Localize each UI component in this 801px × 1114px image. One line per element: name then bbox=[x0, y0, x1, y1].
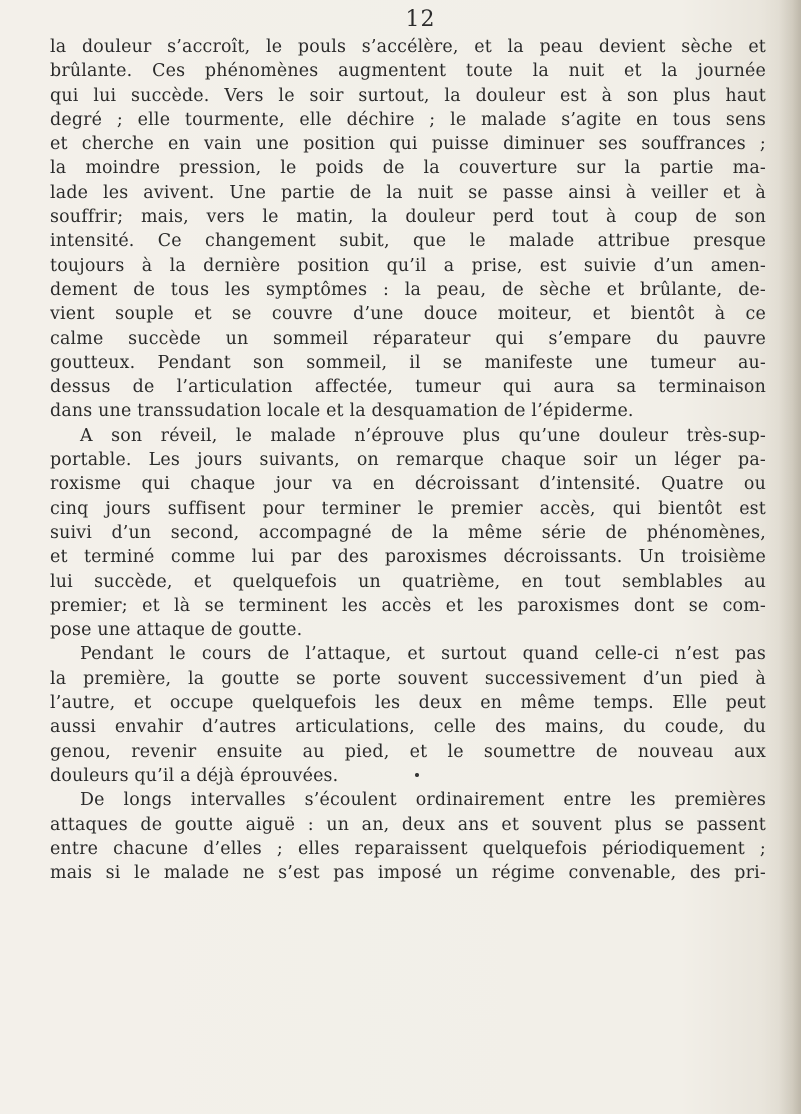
text-line: Pendant le cours de l’attaque, et surtout quand celle-ci n’est pas bbox=[80, 644, 766, 665]
text-line: dement de tous les symptômes : la peau, de sèche et brûlante, de- bbox=[50, 279, 766, 300]
text-line: degré ; elle tourmente, elle déchire ; le malade s’agite en tous sens bbox=[50, 109, 766, 130]
text-line: la douleur s’accroît, le pouls s’accélère, et la peau devient sèche et bbox=[50, 37, 766, 57]
text-line: dessus de l’articulation affectée, tumeur qui aura sa terminaison bbox=[50, 377, 766, 398]
text-line: premier; et là se terminent les accès et les paroxismes dont se com- bbox=[50, 595, 766, 616]
text-line: qui lui succède. Vers le soir surtout, la douleur est à son plus haut bbox=[50, 85, 766, 106]
ink-speck bbox=[415, 773, 419, 777]
text-line: souffrir; mais, vers le matin, la douleur perd tout à coup de son bbox=[50, 207, 766, 228]
text-line: genou, revenir ensuite au pied, et le soumettre de nouveau aux bbox=[50, 741, 766, 762]
text-line: portable. Les jours suivants, on remarque chaque soir un léger pa- bbox=[50, 450, 766, 471]
text-line: cinq jours suffisent pour terminer le premier accès, qui bientôt est bbox=[50, 498, 766, 519]
text-line: goutteux. Pendant son sommeil, il se manifeste une tumeur au- bbox=[50, 352, 766, 373]
text-line: aussi envahir d’autres articulations, celle des mains, du coude, du bbox=[50, 717, 766, 738]
text-line: attaques de goutte aiguë : un an, deux ans et souvent plus se passent bbox=[50, 814, 766, 835]
text-line: et terminé comme lui par des paroxismes décroissants. Un troisième bbox=[50, 547, 766, 568]
body-text bbox=[50, 35, 766, 885]
text-line: douleurs qu’il a déjà éprouvées. bbox=[50, 765, 339, 786]
text-line: brûlante. Ces phénomènes augmentent toute la nuit et la journée bbox=[50, 61, 766, 82]
text-line: pose une attaque de goutte. bbox=[50, 620, 303, 641]
text-line: l’autre, et occupe quelquefois les deux en même temps. Elle peut bbox=[50, 693, 766, 714]
page-number: 12 bbox=[405, 7, 436, 32]
text-line: vient souple et se couvre d’une douce moiteur, et bientôt à ce bbox=[50, 304, 766, 325]
text-line: A son réveil, le malade n’éprouve plus qu’une douleur très-sup- bbox=[80, 425, 766, 446]
text-line: suivi d’un second, accompagné de la même série de phénomènes, bbox=[50, 522, 766, 543]
text-line: et cherche en vain une position qui puisse diminuer ses souffrances ; bbox=[50, 134, 766, 155]
text-line: la moindre pression, le poids de la couverture sur la partie ma- bbox=[50, 158, 766, 179]
text-line: la première, la goutte se porte souvent successivement d’un pied à bbox=[50, 668, 766, 689]
text-line: dans une transsudation locale et la desquamation de l’épiderme. bbox=[50, 401, 634, 422]
text-line: calme succède un sommeil réparateur qui s’empare du pauvre bbox=[50, 328, 766, 349]
text-line: entre chacune d’elles ; elles reparaissent quelquefois périodiquement ; bbox=[50, 838, 766, 859]
text-line: De longs intervalles s’écoulent ordinairement entre les premières bbox=[80, 790, 766, 811]
text-line: intensité. Ce changement subit, que le malade attribue presque bbox=[50, 231, 766, 252]
text-line: toujours à la dernière position qu’il a prise, est suivie d’un amen- bbox=[50, 255, 766, 276]
text-line: lui succède, et quelquefois un quatrième, en tout semblables au bbox=[50, 571, 766, 592]
text-line: mais si le malade ne s’est pas imposé un régime convenable, des pri- bbox=[50, 863, 766, 884]
page-edge-shadow bbox=[779, 0, 801, 1114]
text-line: lade les avivent. Une partie de la nuit se passe ainsi à veiller et à bbox=[50, 182, 766, 203]
text-line: roxisme qui chaque jour va en décroissant d’intensité. Quatre ou bbox=[50, 474, 766, 495]
